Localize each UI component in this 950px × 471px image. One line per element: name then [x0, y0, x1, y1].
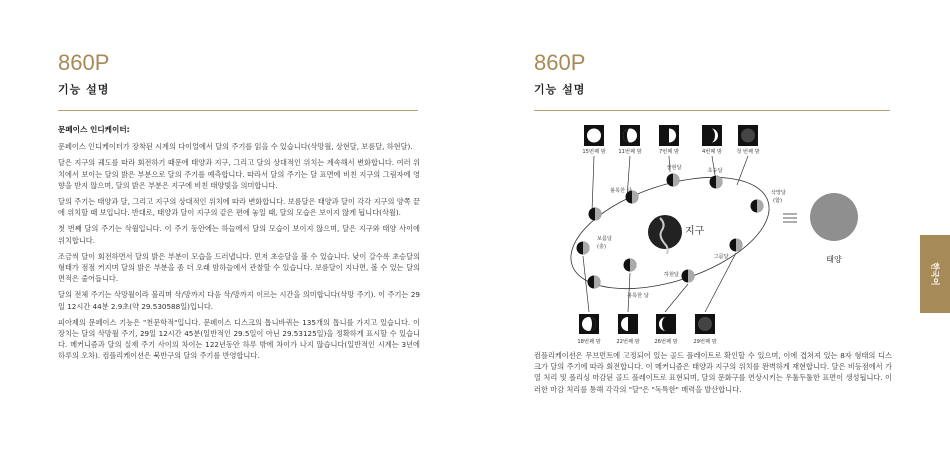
label-15th-night: 15번째 밤 — [582, 149, 606, 155]
label-waning-gibbous: 볼록한 달 — [627, 293, 649, 299]
top-phase-boxes — [584, 125, 758, 146]
label-1st-night: 첫 번째 밤 — [736, 149, 760, 155]
label-11th-night: 11번째 밤 — [618, 149, 642, 155]
moon-phase-diagram — [475, 0, 950, 471]
right-page — [475, 0, 950, 471]
divider — [58, 110, 418, 111]
language-tab-label: 한국어 — [930, 262, 940, 286]
svg-text:(합): (합) — [773, 198, 783, 204]
sunlight-arrows — [783, 214, 797, 222]
page-subtitle: 기능 설명 — [58, 83, 110, 96]
label-new-moon: 삭망달 — [771, 190, 787, 196]
paragraph: 달의 주기는 태양과 달, 그리고 지구의 상대적인 위치에 따라 변화합니다. 보름달은 태양과 달이 각각 지구의 양쪽 끝에 위치할 때 보입니다. 반대로, 태양과 달이 지구의 같은 편에 놓일 때, 달의 모습은 보이지 않게 됩니다(삭월). — [58, 197, 420, 218]
label-waning-crescent: 그믐달 — [713, 254, 729, 260]
bottom-connectors — [583, 253, 736, 312]
model-number: 860P — [534, 50, 586, 75]
top-phase-labels — [582, 147, 759, 155]
earth — [648, 215, 682, 254]
body-text — [58, 124, 420, 367]
paragraph: 달은 지구의 궤도를 따라 회전하기 때문에 태양과 지구, 그리고 달의 상대적인 위치는 계속해서 변화합니다. 여러 위치에서 보이는 달의 밝은 부분으로 달의 주기를 예측합니다. 따라서 달의 주기는 달 표면에 비친 지구의 그림자에 영향을 받지 않으며, 달의 밝은 부분은 지구에 비친 태양빛을 의미합니다. — [58, 158, 420, 190]
bottom-phase-labels — [577, 337, 716, 345]
label-full: 보름달 — [597, 236, 613, 242]
paragraph: 피아제의 문페이스 기능은 "천문학적"입니다. 문페이스 디스크의 톱니바퀴는 135개의 톱니를 가지고 있습니다. 이 장치는 달의 삭망월 주기, 29일 12시간 45분(일반적인 29.5일이 아닌 29.53125일)을 정확하게 표시할 수 있습니다. 메커니즘과 달의 실제 주기 사이의 차이는 122년동안 하루 밖에 차이가 나지 않습니다(일반적인 시계는 3년에 하루의 오차). 컴플리케이션은 북반구의 달의 주기를 반영합니다. — [58, 317, 420, 361]
label-29th-night: 29번째 밤 — [693, 339, 717, 345]
earth-label: 지구 — [685, 226, 705, 237]
paragraph: 첫 번째 달의 주기는 삭월입니다. 이 주기 동안에는 하늘에서 달의 모습이 보이지 않으며, 달은 지구와 태양 사이에 위치합니다. — [58, 224, 420, 245]
svg-text:(충): (충) — [597, 244, 607, 250]
label-4th-night: 4번째 밤 — [702, 149, 722, 155]
sun-label: 태양 — [826, 255, 842, 264]
label-22nd-night: 22번째 밤 — [616, 339, 640, 345]
label-26th-night: 26번째 밤 — [654, 339, 678, 345]
language-tab[interactable] — [920, 235, 950, 313]
label-last-quarter: 하현달 — [663, 272, 679, 278]
label-first-quarter: 상현달 — [666, 165, 682, 171]
paragraph: 조금씩 달이 회전하면서 달의 밝은 부분이 모습을 드러냅니다. 먼저 초승달을 볼 수 있습니다. 낮이 갈수록 초승달의 형태가 점점 커지며 달의 밝은 부분을 좀 더 오래 밤하늘에서 관찰할 수 있습니다. 보름달이 지나면, 볼 수 있는 달의 면적은 줄어듭니다. — [58, 251, 420, 284]
sun — [810, 193, 858, 241]
paragraph: 달의 전체 주기는 삭망월이라 불리며 삭/망까지 다음 삭/망까지 이르는 시간을 의미합니다(삭망 주기). 이 주기는 29일 12시간 44분 2.9초(약 29.530588일)입니다. — [58, 290, 420, 311]
caption-text: 컴플리케이션은 무브먼트에 고정되어 있는 골드 플레이트로 확인할 수 있으며, 이에 겹쳐져 있는 8자 형태의 디스크가 달의 주기에 따라 회전합니다. 이 메커니즘은 태양과 지구의 위치를 완벽하게 재현합니다. 달은 비등점에서 가열 처리 및 폴리싱 마감된 골드 플레이트로 표현되며, 달의 문화구를 연상시키는 우툴두툴한 표면이 생성됩니다. 이러한 마감 처리를 통해 각각의 "달"은 "독특한" 매력을 발산합니다. — [534, 351, 892, 394]
page-subtitle: 기능 설명 — [534, 83, 586, 96]
paragraph: 문페이스 인디케이터가 장착된 시계의 다이얼에서 달의 주기를 읽을 수 있습니다(삭망월, 상현달, 보름달, 하현달). — [58, 142, 413, 152]
label-gibbous: 볼록한 달 — [610, 188, 632, 194]
model-number: 860P — [58, 50, 110, 75]
section-heading: 문페이스 인디케이터: — [58, 125, 130, 134]
label-crescent: 초승달 — [707, 168, 723, 174]
bottom-phase-boxes — [579, 314, 715, 334]
label-18th-night: 18번째 밤 — [577, 339, 601, 345]
label-7th-night: 7번째 밤 — [659, 149, 679, 155]
